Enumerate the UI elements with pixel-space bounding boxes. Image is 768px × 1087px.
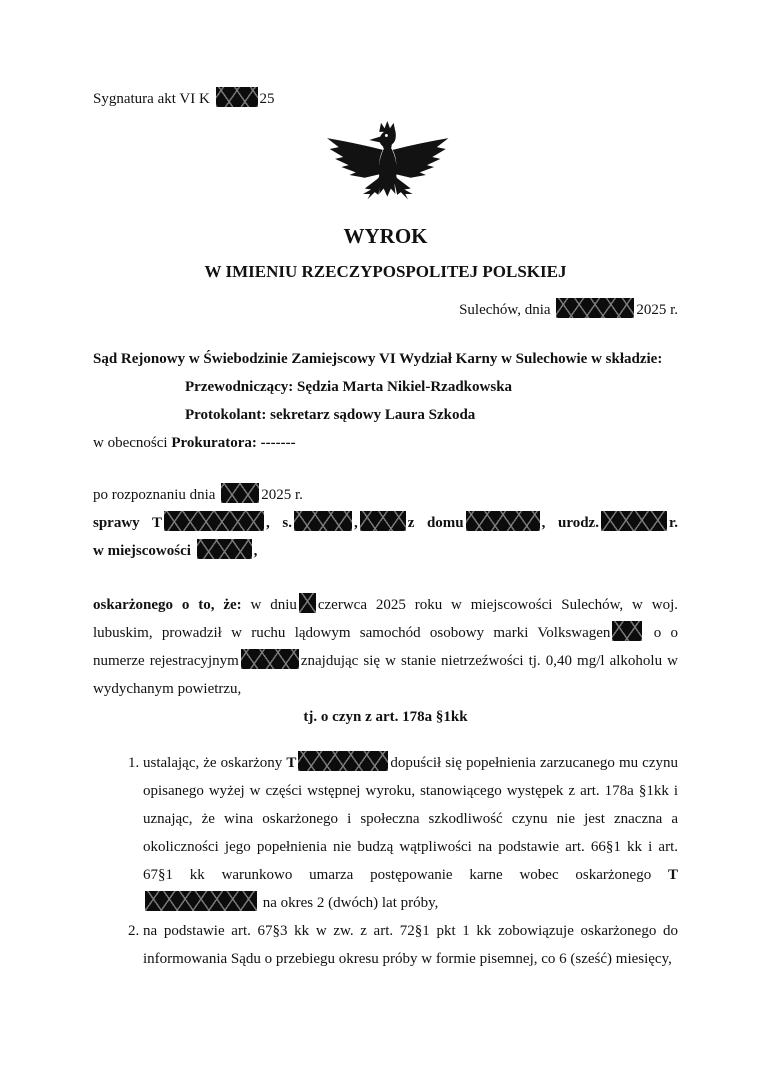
case-signature-suffix: 25 [259,91,275,107]
charge-seg: w dniu [241,597,297,613]
prosecutor-label: Prokuratora: ------- [171,435,296,451]
ruling-seg: dopuścił się popełnienia zarzucanego mu czynu opisanego wyżej w części wstępnej wyroku, stanowiącego występek z art. 178a §1kk i uznając, że wina oskarżonego i społeczna szkodliwość czynu nie jest znaczna a okoliczności jego popełnienia nie budzą wątpliwości na podstawie art. 66§1 kk i art. 67§1 kk warunkowo umarza postępowanie karne wobec oskarżonego [143,755,678,883]
place-date-suffix: 2025 r. [636,302,678,318]
defendant-initial: T [667,867,678,883]
redaction-box [241,649,299,669]
defendant-seg: z domu [407,515,464,531]
ruling-seg: na okres 2 (dwóch) lat próby, [262,895,439,911]
redaction-box [294,511,352,531]
case-signature-line [93,85,678,113]
charge-seg: czerwca 2025 roku w miejscowości Sulechów, w woj. lubuskim, prowadził w ruchu lądowym samochód osobowy marki Volkswagen [93,597,678,641]
hearing-suffix: 2025 r. [261,487,303,503]
prosecutor-presence-line [93,429,678,457]
redaction-box [612,621,642,641]
ruling-item-1 [143,749,678,917]
redaction-box [601,511,667,531]
defendant-residence-line [93,537,678,565]
polish-eagle-emblem [318,119,453,214]
place-date-line [93,296,678,324]
defendant-seg: , urodz. [541,515,599,531]
defendant-seg: , [353,515,358,531]
redaction-box [145,891,257,911]
redaction-box [360,511,406,531]
hearing-date-line [93,481,678,509]
legal-qualification-line: tj. o czyn z art. 178a §1kk [303,709,468,725]
presence-prefix: w obecności [93,435,172,451]
charge-lead: oskarżonego o to, że: [93,597,242,613]
charge-seg: znajdując się w stanie nietrzeźwości tj. 0,40 mg/l alkoholu w wydychanym powietrzu, [93,653,679,697]
residence-prefix: w miejscowości [93,543,195,559]
redaction-box [197,539,252,559]
redaction-box [556,298,634,318]
court-recorder-line: Protokolant: sekretarz sądowy Laura Szkoda [185,407,476,423]
redaction-box [221,483,259,503]
residence-suffix: , [253,543,258,559]
court-composition-line: Sąd Rejonowy w Świebodzinie Zamiejscowy VI Wydział Karny w Sulechowie w składzie: [93,351,663,367]
defendant-seg: sprawy T [93,515,163,531]
place-date-prefix: Sulechów, dnia [459,302,555,318]
redaction-box [466,511,540,531]
document-title: WYROK [343,224,428,248]
emblem-container [93,119,678,214]
redaction-box [164,511,264,531]
hearing-prefix: po rozpoznaniu dnia [93,487,220,503]
ruling-seg: ustalając, że oskarżony [143,755,287,771]
redaction-box [216,87,258,107]
defendant-seg: r. [668,515,678,531]
defendant-initial: T [286,755,297,771]
case-signature-prefix: Sygnatura akt VI K [93,91,214,107]
rulings-list [93,749,678,973]
presiding-judge-line: Przewodniczący: Sędzia Marta Nikiel-Rzadkowska [185,379,513,395]
hearing-block [93,481,678,565]
charge-paragraph: oskarżonego o to, że: w dniu czerwca 2025 roku w miejscowości Sulechów, w woj. lubuskim, prowadził w ruchu lądowym samochód osobowy marki Volkswagen o o numerze rejestracyjnym znajdując się w stanie nietrzeźwości tj. 0,40 mg/l alkoholu w wydychanym powietrzu, [93,591,678,703]
court-composition-block [93,345,678,457]
charge-seg: o numerze rejestracyjnym [93,625,679,669]
defendant-identity-line [93,509,678,537]
redaction-box [299,593,316,613]
ruling-item-2: 2. na podstawie art. 67§3 kk w zw. z art. 72§1 pkt 1 kk zobowiązuje oskarżonego do informowania Sądu o przebiegu okresu próby w formie pisemnej, co 6 (sześć) miesięcy, [143,917,678,973]
defendant-seg: , s. [266,515,292,531]
redaction-box [298,751,388,771]
document-subtitle: W IMIENIU RZECZYPOSPOLITEJ POLSKIEJ [204,262,567,281]
